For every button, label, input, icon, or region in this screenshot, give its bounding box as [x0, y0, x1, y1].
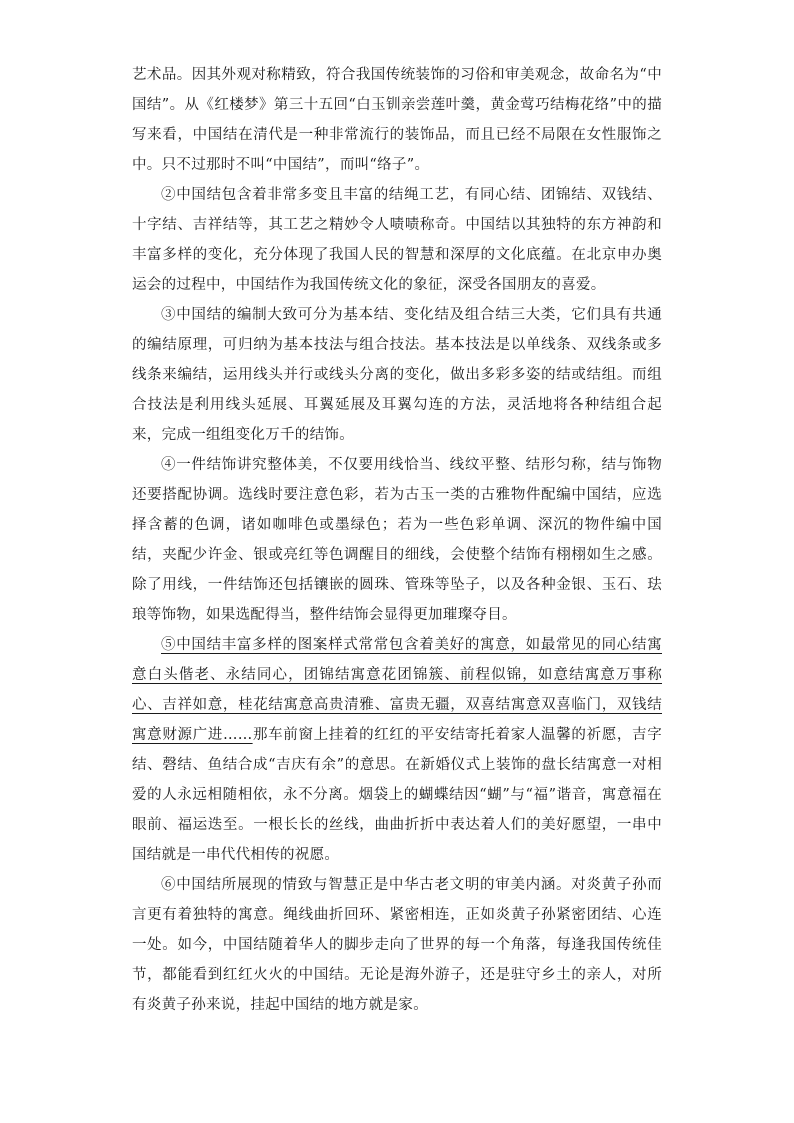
- document-page: [132, 60, 662, 1020]
- paragraph-6: ⑥中国结所展现的情致与智慧正是中华古老文明的审美内涵。对炎黄子孙而言更有着独特的寓意。绳线曲折回环、紧密相连，正如炎黄子孙紧密团结、心连一处。如今，中国结随着华人的脚步走向了世界的每一个角落，每逢我国传统佳节，都能看到红红火火的中国结。无论是海外游子，还是驻守乡土的亲人，对所有炎黄子孙来说，挂起中国结的地方就是家。: [132, 877, 662, 1013]
- paragraph-5-rest: 那车前窗上挂着的红红的平安结寄托着家人温馨的祈愿，吉字结、磬结、鱼结合成“吉庆有余”的意思。在新婚仪式上装饰的盘长结寓意一对相爱的人永远相随相依，永不分离。烟袋上的蝴蝶结因“蝴”与“福”谐音，寓意福在眼前、福运迭至。一根长长的丝线，曲曲折折中表达着人们的美好愿望，一串中国结就是一串代代相传的祝愿。: [132, 727, 662, 863]
- underlined-passage: ⑤中国结丰富多样的图案样式常常包含着美好的寓意，如最常见的同心结寓意白头偕老、永结同心，团锦结寓意花团锦簇、前程似锦，如意结寓意万事称心、吉祥如意，桂花结寓意高贵清雅、富贵无疆，双喜结寓意双喜临门，双钱结寓意财源广进……: [132, 637, 662, 743]
- paragraph-4: ④一件结饰讲究整体美，不仅要用线恰当、线纹平整、结形匀称，结与饰物还要搭配协调。选线时要注意色彩，若为古玉一类的古雅物件配编中国结，应选择含蓄的色调，诸如咖啡色或墨绿色；若为一些色彩单调、深沉的物件编中国结，夹配少许金、银或亮红等色调醒目的细线，会使整个结饰有栩栩如生之感。除了用线，一件结饰还包括镶嵌的圆珠、管珠等坠子，以及各种金银、玉石、珐琅等饰物，如果选配得当，整件结饰会显得更加璀璨夺目。: [132, 457, 662, 623]
- paragraph-1: 艺术品。因其外观对称精致，符合我国传统装饰的习俗和审美观念，故命名为“中国结”。从《红楼梦》第三十五回“白玉钏亲尝莲叶羹，黄金莺巧结梅花络”中的描写来看，中国结在清代是一种非常流行的装饰品，而且已经不局限在女性服饰之中。只不过那时不叫“中国结”，而叫“络子”。: [132, 67, 662, 173]
- paragraph-5: [132, 630, 662, 870]
- paragraph-3: ③中国结的编制大致可分为基本结、变化结及组合结三大类，它们具有共通的编结原理，可归纳为基本技法与组合技法。基本技法是以单线条、双线条或多线条来编结，运用线头并行或线头分离的变化，做出多彩多姿的结或结组。而组合技法是利用线头延展、耳翼延展及耳翼勾连的方法，灵活地将各种结组合起来，完成一组组变化万千的结饰。: [132, 307, 662, 443]
- paragraph-2: ②中国结包含着非常多变且丰富的结绳工艺，有同心结、团锦结、双钱结、十字结、吉祥结等，其工艺之精妙令人啧啧称奇。中国结以其独特的东方神韵和丰富多样的变化，充分体现了我国人民的智慧和深厚的文化底蕴。在北京申办奥运会的过程中，中国结作为我国传统文化的象征，深受各国朋友的喜爱。: [132, 187, 662, 293]
